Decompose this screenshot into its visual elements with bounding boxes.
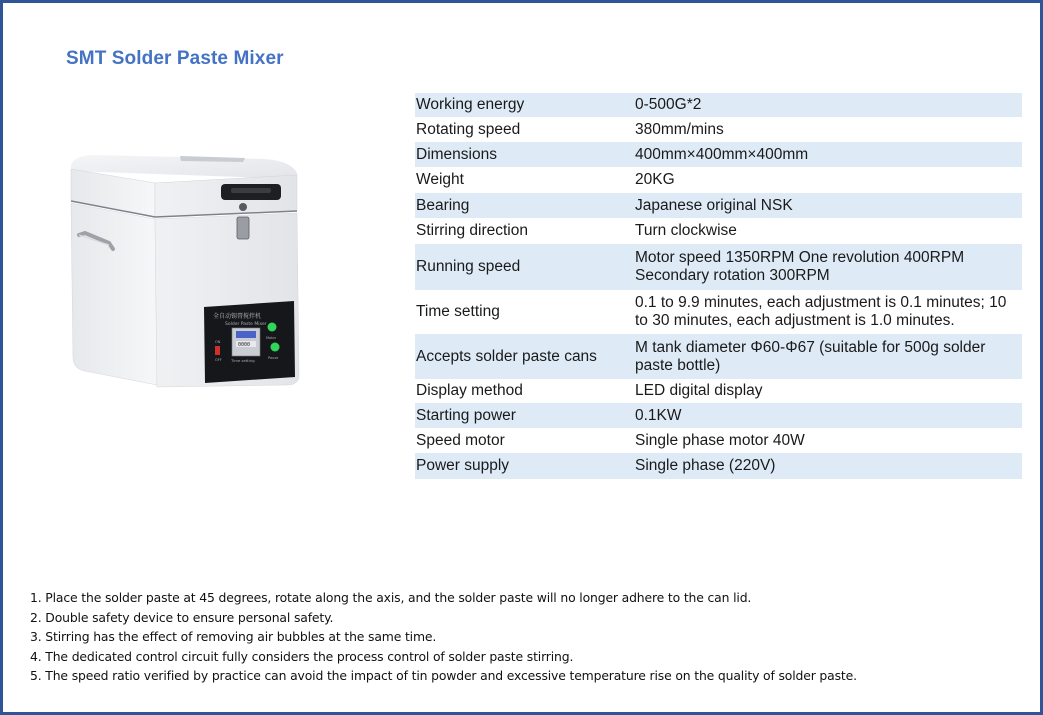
- feature-item: 5. The speed ratio verified by practice can avoid the impact of tin powder and excessive temperature rise on the quality of solder paste.: [30, 668, 857, 683]
- spec-value: 380mm/mins: [635, 120, 724, 138]
- spec-value: 400mm×400mm×400mm: [635, 142, 1022, 167]
- spec-label: Accepts solder paste cans: [415, 334, 635, 379]
- spec-label: Starting power: [415, 403, 635, 428]
- spec-label: Display method: [416, 382, 523, 399]
- feature-item: 1. Place the solder paste at 45 degrees, rotate along the axis, and the solder paste will no longer adhere to the can lid.: [30, 590, 752, 605]
- spec-label: Working energy: [415, 93, 635, 117]
- spec-value: 0-500G*2: [635, 93, 1022, 117]
- spec-row: [415, 290, 1022, 334]
- feature-item: 3. Stirring has the effect of removing air bubbles at the same time.: [30, 629, 437, 644]
- spec-label: Rotating speed: [416, 120, 521, 138]
- product-image: [65, 153, 307, 389]
- svg-text:Motor: Motor: [266, 336, 277, 340]
- spec-value: 20KG: [635, 171, 675, 188]
- svg-text:Time setting: Time setting: [231, 358, 255, 363]
- spec-label: Running speed: [415, 244, 635, 290]
- spec-row: [415, 379, 1022, 403]
- spec-value: LED digital display: [635, 382, 763, 399]
- spec-row: [415, 334, 1022, 379]
- spec-label: Time setting: [416, 303, 500, 320]
- spec-label: Power supply: [415, 453, 635, 479]
- spec-value: 0.1 to 9.9 minutes, each adjustment is 0.1 minutes; 10 to 30 minutes, each adjustment is 1.0 minutes.: [635, 294, 1007, 329]
- feature-list: [30, 588, 857, 686]
- spec-value: Motor speed 1350RPM One revolution 400RPM Secondary rotation 300RPM: [635, 244, 1022, 290]
- spec-label: Bearing: [415, 193, 635, 218]
- spec-value: M tank diameter Φ60-Φ67 (suitable for 500g solder paste bottle): [635, 334, 1022, 379]
- panel-label: 全自动锡膏搅拌机: [213, 313, 262, 320]
- spec-label: Weight: [416, 171, 464, 188]
- spec-row: [415, 167, 1022, 193]
- spec-row: [415, 193, 1022, 218]
- spec-value: Turn clockwise: [635, 222, 737, 239]
- svg-text:OFF: OFF: [215, 358, 222, 362]
- feature-item: 4. The dedicated control circuit fully considers the process control of solder paste stirring.: [30, 648, 574, 664]
- spec-row: [415, 93, 1022, 117]
- spec-table: [415, 93, 1022, 479]
- spec-row: [415, 218, 1022, 244]
- svg-text:Solder Paste Mixer: Solder Paste Mixer: [225, 322, 267, 327]
- spec-row: [415, 403, 1022, 428]
- page-title: SMT Solder Paste Mixer: [66, 48, 284, 69]
- spec-label: Speed motor: [416, 431, 505, 449]
- spec-row: [415, 453, 1022, 479]
- svg-text:ON: ON: [215, 340, 221, 344]
- spec-row: [415, 428, 1022, 453]
- spec-label: Stirring direction: [416, 222, 528, 239]
- spec-value: 0.1KW: [635, 403, 1022, 428]
- feature-item: 2. Double safety device to ensure personal safety.: [30, 609, 334, 625]
- spec-row: [415, 142, 1022, 167]
- svg-text:Pause: Pause: [268, 356, 279, 360]
- spec-label: Dimensions: [415, 142, 635, 167]
- spec-value: Single phase (220V): [635, 453, 1022, 479]
- spec-value: Single phase motor 40W: [635, 431, 805, 449]
- spec-row: [415, 117, 1022, 142]
- spec-row: [415, 244, 1022, 290]
- spec-value: Japanese original NSK: [635, 193, 1022, 218]
- svg-text:0000: 0000: [238, 342, 251, 348]
